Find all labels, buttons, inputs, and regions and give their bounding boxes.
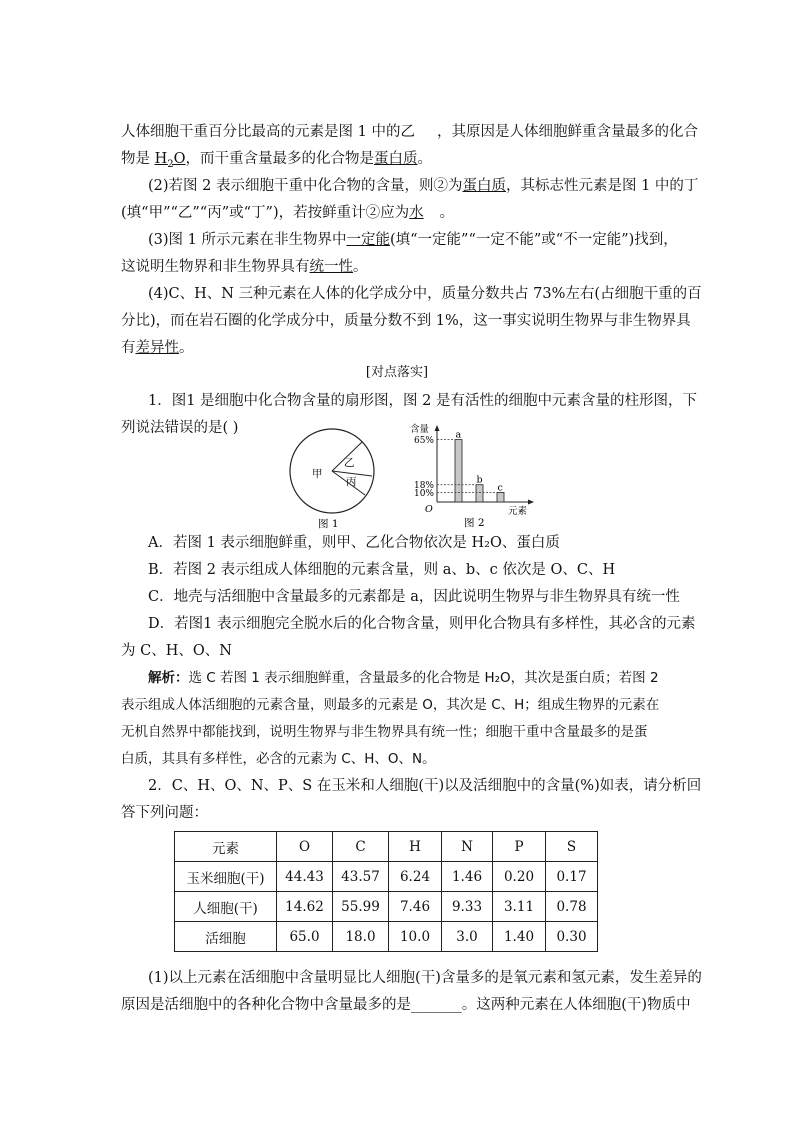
explanation-line-3: 无机自然界中都能找到，说明生物界与非生物界具有统一性；细胞干重中含量最多的是蛋 bbox=[121, 724, 648, 740]
q4-line-3: 有差异性。 bbox=[121, 340, 194, 356]
problem-1-line-1: 1．图1 是细胞中化合物含量的扇形图，图 2 是有活性的细胞中元素含量的柱形图，下 bbox=[148, 393, 698, 409]
table-cell: 14.62 bbox=[277, 892, 333, 922]
option-c: C．地壳与活细胞中含量最多的元素都是 a，因此说明生物界与非生物界具有统一性 bbox=[148, 589, 680, 605]
answer-blank[interactable]: _______ bbox=[411, 997, 462, 1013]
table-cell: 43.57 bbox=[333, 862, 389, 892]
q2-line-2: (填“甲”“乙”“丙”或“丁”)，若按鲜重计②应为水 。 bbox=[121, 205, 455, 221]
table-cell: 1.46 bbox=[442, 862, 493, 892]
table-cell: 18.0 bbox=[333, 922, 389, 952]
option-d-line-2: 为 C、H、O、N bbox=[121, 643, 232, 659]
question-2-1-line-1: (1)以上元素在活细胞中含量明显比人细胞(干)含量多的是氧元素和氢元素，发生差异的 bbox=[148, 970, 702, 986]
table-cell: 0.78 bbox=[546, 892, 598, 922]
option-a: A．若图 1 表示细胞鲜重，则甲、乙化合物依次是 H₂O、蛋白质 bbox=[148, 535, 560, 551]
table-row bbox=[175, 862, 598, 892]
q3-line-1: (3)图 1 所示元素在非生物界中一定能(填“一定能”“一定不能”或“不一定能”)找到， bbox=[148, 232, 678, 248]
table-cell: 7.46 bbox=[389, 892, 442, 922]
figure-1-caption: 图 1 bbox=[318, 518, 339, 530]
bar-b bbox=[476, 485, 483, 502]
bar-label-c: c bbox=[497, 482, 503, 494]
explanation-line-2: 表示组成人体活细胞的元素含量，则最多的元素是 O，其次是 C、H；组成生物界的元素在 bbox=[121, 697, 660, 713]
problem-2-line-2: 答下列问题： bbox=[121, 805, 208, 821]
y-axis-label: 含量 bbox=[410, 424, 430, 435]
table-cell: 1.40 bbox=[493, 922, 546, 952]
y-axis-arrow bbox=[435, 425, 440, 431]
intro-line-1: 人体细胞干重百分比最高的元素是图 1 中的乙 ，其原因是人体细胞鲜重含量最多的化合 bbox=[121, 124, 698, 140]
table-header-cell: C bbox=[333, 832, 389, 862]
origin-label: O bbox=[425, 504, 433, 515]
table-cell: 0.20 bbox=[493, 862, 546, 892]
table-header-cell: O bbox=[277, 832, 333, 862]
option-d-line-1: D．若图1 表示细胞完全脱水后的化合物含量，则甲化合物具有多样性，其必含的元素 bbox=[148, 616, 696, 632]
figure-1-pie bbox=[284, 425, 384, 535]
y-tick-label: 10% bbox=[413, 488, 434, 499]
question-2-1-line-2: 原因是活细胞中的各种化合物中含量最多的是_______。这两种元素在人体细胞(干)物质中 bbox=[121, 997, 691, 1013]
table-header-cell: P bbox=[493, 832, 546, 862]
problem-2-line-1: 2．C、H、O、N、P、S 在玉米和人细胞(干)以及活细胞中的含量(%)如表，请分析回 bbox=[148, 778, 702, 794]
bar-label-a: a bbox=[455, 429, 462, 441]
explanation-line-1: 解析：选 C 若图 1 表示细胞鲜重，含量最多的化合物是 H₂O，其次是蛋白质；若图 2 bbox=[148, 670, 659, 686]
x-axis-label: 元素 bbox=[508, 506, 528, 517]
problem-1-line-2: 列说法错误的是( ) bbox=[121, 420, 239, 436]
option-b: B．若图 2 表示组成人体细胞的元素含量，则 a、b、c 依次是 O、C、H bbox=[148, 562, 616, 578]
figure-2-bar-chart bbox=[405, 416, 540, 528]
table-cell: 6.24 bbox=[389, 862, 442, 892]
figure-2-caption: 图 2 bbox=[464, 517, 485, 528]
element-content-table bbox=[174, 831, 598, 952]
table-cell: 0.30 bbox=[546, 922, 598, 952]
y-tick-label: 18% bbox=[413, 481, 434, 492]
pie-label-bing: 丙 bbox=[346, 476, 357, 488]
q2-line-1: (2)若图 2 表示细胞干重中化合物的含量，则②为蛋白质，其标志性元素是图 1 中的丁 bbox=[148, 178, 699, 194]
table-cell: 44.43 bbox=[277, 862, 333, 892]
table-row bbox=[175, 922, 598, 952]
intro-line-2: 物是 $H_2O$，而干重含量最多的化合物是蛋白质。 bbox=[121, 151, 433, 170]
table-header-cell: H bbox=[389, 832, 442, 862]
q4-line-2: 分比)，而在岩石圈的化学成分中，质量分数不到 1%，这一事实说明生物界与非生物界具 bbox=[121, 313, 691, 329]
q3-line-2: 这说明生物界和非生物界具有统一性。 bbox=[121, 259, 368, 275]
table-cell: 0.17 bbox=[546, 862, 598, 892]
y-tick-label: 65% bbox=[413, 436, 434, 447]
table-cell: 活细胞 bbox=[175, 922, 277, 952]
table-cell: 玉米细胞(干) bbox=[175, 862, 277, 892]
table-header-cell: 元素 bbox=[175, 832, 277, 862]
table-cell: 55.99 bbox=[333, 892, 389, 922]
table-cell: 3.11 bbox=[493, 892, 546, 922]
pie-label-yi: 乙 bbox=[344, 457, 355, 469]
table-cell: 9.33 bbox=[442, 892, 493, 922]
table-header-cell: S bbox=[546, 832, 598, 862]
table-header-row bbox=[175, 832, 598, 862]
bar-label-b: b bbox=[476, 474, 483, 486]
pie-label-jia: 甲 bbox=[312, 468, 323, 480]
bar-c bbox=[497, 492, 504, 502]
table-header-cell: N bbox=[442, 832, 493, 862]
q4-line-1: (4)C、H、N 三种元素在人体的化学成分中，质量分数共占 73%左右(占细胞干重的百 bbox=[148, 286, 702, 302]
table-cell: 人细胞(干) bbox=[175, 892, 277, 922]
table-cell: 10.0 bbox=[389, 922, 442, 952]
explanation-line-4: 白质，其具有多样性，必含的元素为 C、H、O、N。 bbox=[121, 751, 436, 767]
table-cell: 3.0 bbox=[442, 922, 493, 952]
table-row bbox=[175, 892, 598, 922]
table-cell: 65.0 bbox=[277, 922, 333, 952]
section-title: [对点落实] bbox=[365, 365, 429, 380]
x-axis-arrow bbox=[528, 500, 534, 505]
